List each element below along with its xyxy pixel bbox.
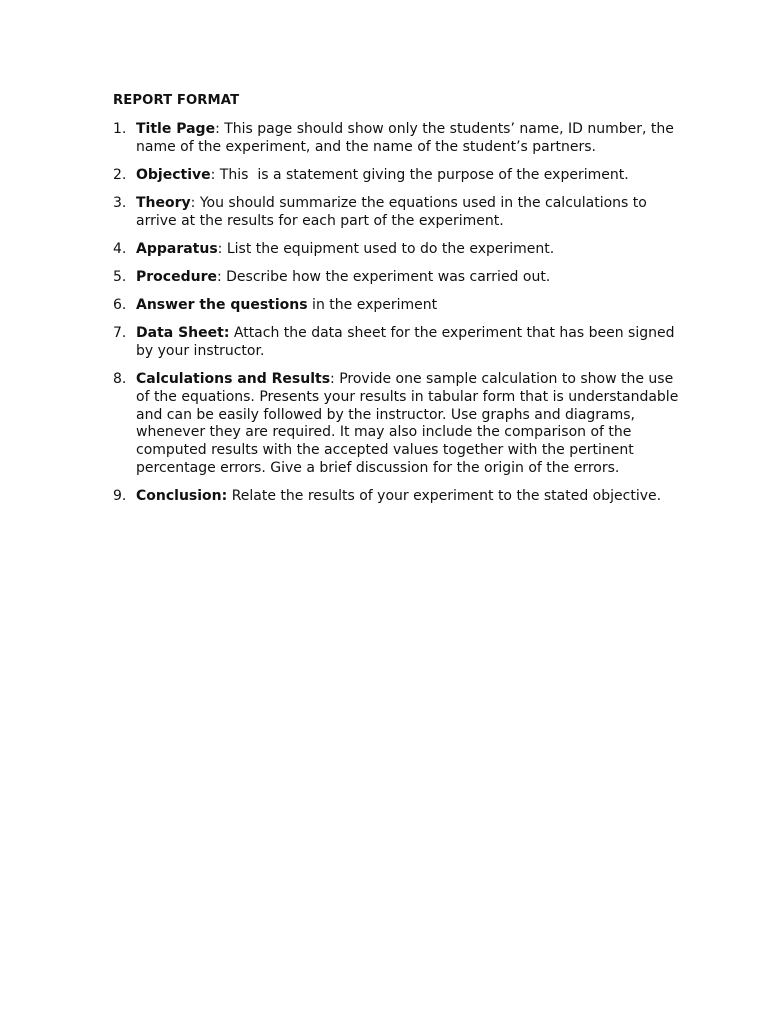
list-number: 5. xyxy=(113,268,127,285)
list-item-description: Relate the results of your experiment to the stated objective. xyxy=(227,488,662,505)
list-item-term: Calculations and Results xyxy=(136,371,331,388)
list-item-text xyxy=(136,269,683,287)
report-format-list xyxy=(113,121,683,506)
list-item-text xyxy=(136,371,683,478)
list-item-text xyxy=(136,325,683,361)
list-item-description: : You should summarize the equations used in the calculations to arrive at the results for each part of the experiment. xyxy=(136,194,652,229)
list-item-procedure xyxy=(113,269,683,287)
list-item-calculations-results xyxy=(113,371,683,478)
list-item-description: : List the equipment used to do the experiment. xyxy=(217,240,555,257)
document-heading: REPORT FORMAT xyxy=(113,93,240,108)
list-item-text xyxy=(136,121,683,157)
list-item-description: in the experiment xyxy=(307,297,438,314)
list-item-term: Data Sheet: xyxy=(136,325,230,342)
list-number: 2. xyxy=(113,166,127,183)
list-number: 6. xyxy=(113,297,127,314)
list-item-text xyxy=(136,195,683,231)
list-item-answer-questions xyxy=(113,297,683,315)
list-item-apparatus xyxy=(113,241,683,259)
list-item-description: Attach the data sheet for the experiment that has been signed by your instructor. xyxy=(136,325,679,359)
list-item-conclusion xyxy=(113,488,683,506)
list-number: 8. xyxy=(113,371,127,388)
list-item-term: Theory xyxy=(136,194,191,211)
list-number: 3. xyxy=(113,194,127,211)
list-item-text xyxy=(136,241,683,259)
list-number: 7. xyxy=(113,325,127,342)
list-item-text xyxy=(136,488,683,506)
list-item-theory xyxy=(113,195,683,231)
list-item-term: Title Page xyxy=(136,121,216,137)
list-item-description: : Provide one sample calculation to show the use of the equations. Presents your results in tabular form that is understandable and can be easily followed by the instructor. Use graphs and diagrams, whenever they are required. It may also include the comparison of the computed results with the accepted values together with the pertinent percentage errors. Give a brief discussion for the origin of the errors. xyxy=(136,371,683,477)
list-number: 9. xyxy=(113,488,127,505)
list-number: 1. xyxy=(113,121,127,137)
list-item-term: Procedure xyxy=(136,268,217,285)
document-page xyxy=(113,92,683,516)
list-item-term: Answer the questions xyxy=(136,297,308,314)
list-item-data-sheet xyxy=(113,325,683,361)
list-item-description: : This is a statement giving the purpose of the experiment. xyxy=(210,166,629,183)
list-item-text xyxy=(136,297,683,315)
list-item-description: : This page should show only the students’ name, ID number, the name of the experiment, and the name of the student’s partners. xyxy=(136,121,679,155)
list-item-title-page xyxy=(113,121,683,157)
list-item-description: : Describe how the experiment was carried out. xyxy=(216,268,551,285)
list-item-text xyxy=(136,167,683,185)
list-item-term: Objective xyxy=(136,166,211,183)
list-number: 4. xyxy=(113,240,127,257)
list-item-term: Conclusion: xyxy=(136,488,228,505)
list-item-objective xyxy=(113,167,683,185)
list-item-term: Apparatus xyxy=(136,240,218,257)
